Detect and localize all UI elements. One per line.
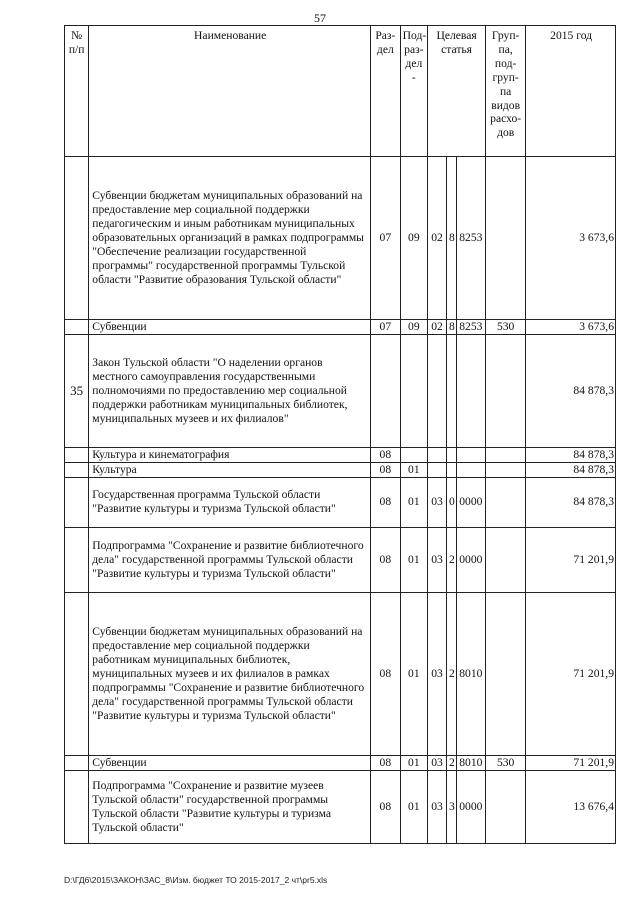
cell-group xyxy=(486,592,526,755)
cell-target-subprogram: 2 xyxy=(447,527,456,592)
cell-razdel xyxy=(371,335,401,448)
cell-name: Подпрограмма "Сохранение и развитие библиотечного дела" государственной программы Тульской области "Развитие культуры и туризма Тульской области" xyxy=(89,527,371,592)
cell-razdel: 08 xyxy=(371,592,401,755)
cell-razdel: 08 xyxy=(371,755,401,770)
header-podrazdel xyxy=(400,26,427,157)
cell-num xyxy=(65,477,89,527)
cell-sum: 3 673,6 xyxy=(526,320,616,335)
cell-name: Закон Тульской области "О наделении органов местного самоуправления государственными полномочиями по предоставлению мер социальной поддержки работникам муниципальных библиотек, муниципальных музеев и их филиалов" xyxy=(89,335,371,448)
cell-sum: 13 676,4 xyxy=(526,770,616,843)
cell-name: Культура xyxy=(89,462,371,477)
cell-razdel: 08 xyxy=(371,477,401,527)
cell-target-program: 03 xyxy=(428,477,447,527)
cell-target-subprogram: 0 xyxy=(447,477,456,527)
cell-podrazdel: 09 xyxy=(400,320,427,335)
cell-podrazdel: 01 xyxy=(400,755,427,770)
cell-target-subprogram xyxy=(447,462,456,477)
cell-target-code: 8253 xyxy=(456,320,486,335)
cell-sum: 84 878,3 xyxy=(526,448,616,463)
cell-razdel: 08 xyxy=(371,462,401,477)
page-number: 57 xyxy=(314,11,326,25)
cell-group: 530 xyxy=(486,320,526,335)
header-target: Целевая статья xyxy=(428,26,486,157)
header-podrazdel-dash: - xyxy=(411,70,416,84)
cell-name: Государственная программа Тульской области "Развитие культуры и туризма Тульской области" xyxy=(89,477,371,527)
cell-target-code: 8010 xyxy=(456,755,486,770)
cell-target-code: 0000 xyxy=(456,527,486,592)
header-year: 2015 год xyxy=(526,26,616,157)
cell-sum: 3 673,6 xyxy=(526,157,616,320)
cell-target-program: 03 xyxy=(428,527,447,592)
table-row xyxy=(65,755,616,770)
cell-num xyxy=(65,462,89,477)
cell-group xyxy=(486,527,526,592)
table-row xyxy=(65,477,616,527)
cell-sum: 71 201,9 xyxy=(526,592,616,755)
cell-sum: 71 201,9 xyxy=(526,755,616,770)
cell-sum: 71 201,9 xyxy=(526,527,616,592)
cell-name: Субвенции бюджетам муниципальных образований на предоставление мер социальной поддержки педагогическим и иным работникам муниципальных образовательных организаций в рамках подпрограммы "Обеспечение реализации государственной программы" государственной программы Тульской области "Развитие образования Тульской области" xyxy=(89,157,371,320)
cell-razdel: 08 xyxy=(371,448,401,463)
cell-num xyxy=(65,770,89,843)
cell-target-program: 03 xyxy=(428,755,447,770)
cell-group xyxy=(486,335,526,448)
cell-target-code xyxy=(456,462,486,477)
cell-target-code: 0000 xyxy=(456,477,486,527)
file-path-footer: D:\ГД6\2015\ЗАКОН\ЗАС_8\Изм. бюджет ТО 2015-2017_2 чт\pr5.xls xyxy=(64,875,328,885)
cell-podrazdel xyxy=(400,448,427,463)
table-body xyxy=(65,157,616,844)
cell-group xyxy=(486,477,526,527)
cell-num xyxy=(65,157,89,320)
cell-target-subprogram: 2 xyxy=(447,755,456,770)
cell-num: 35 xyxy=(65,335,89,448)
cell-target-program xyxy=(428,462,447,477)
cell-group xyxy=(486,157,526,320)
table-row xyxy=(65,770,616,843)
table-row xyxy=(65,448,616,463)
cell-podrazdel xyxy=(400,335,427,448)
cell-target-subprogram xyxy=(447,448,456,463)
cell-group xyxy=(486,462,526,477)
cell-target-code xyxy=(456,448,486,463)
cell-target-program: 02 xyxy=(428,157,447,320)
cell-num xyxy=(65,320,89,335)
budget-table xyxy=(64,25,616,844)
cell-target-code: 8010 xyxy=(456,592,486,755)
cell-name: Культура и кинематография xyxy=(89,448,371,463)
cell-target-subprogram: 3 xyxy=(447,770,456,843)
cell-num xyxy=(65,755,89,770)
table-row xyxy=(65,527,616,592)
cell-target-program: 03 xyxy=(428,592,447,755)
cell-num xyxy=(65,448,89,463)
cell-target-program xyxy=(428,448,447,463)
cell-target-subprogram xyxy=(447,335,456,448)
cell-podrazdel: 01 xyxy=(400,527,427,592)
table-row xyxy=(65,592,616,755)
cell-num xyxy=(65,592,89,755)
table-row xyxy=(65,462,616,477)
cell-target-program: 03 xyxy=(428,770,447,843)
header-group: Груп- па, под- груп- па видов расхо- дов xyxy=(486,26,526,157)
cell-group xyxy=(486,770,526,843)
cell-podrazdel: 01 xyxy=(400,770,427,843)
cell-target-code: 8253 xyxy=(456,157,486,320)
cell-razdel: 07 xyxy=(371,157,401,320)
cell-target-subprogram: 8 xyxy=(447,157,456,320)
cell-target-program: 02 xyxy=(428,320,447,335)
cell-sum: 84 878,3 xyxy=(526,335,616,448)
cell-target-subprogram: 8 xyxy=(447,320,456,335)
cell-podrazdel: 01 xyxy=(400,477,427,527)
cell-razdel: 08 xyxy=(371,770,401,843)
cell-group xyxy=(486,448,526,463)
cell-target-subprogram: 2 xyxy=(447,592,456,755)
cell-razdel: 07 xyxy=(371,320,401,335)
cell-num xyxy=(65,527,89,592)
cell-podrazdel: 01 xyxy=(400,592,427,755)
header-name: Наименование xyxy=(89,26,371,157)
cell-group: 530 xyxy=(486,755,526,770)
cell-name: Субвенции xyxy=(89,320,371,335)
cell-name: Субвенции xyxy=(89,755,371,770)
table-header-row xyxy=(65,26,616,157)
cell-podrazdel: 01 xyxy=(400,462,427,477)
cell-razdel: 08 xyxy=(371,527,401,592)
table-row xyxy=(65,320,616,335)
cell-target-program xyxy=(428,335,447,448)
cell-podrazdel: 09 xyxy=(400,157,427,320)
cell-target-code xyxy=(456,335,486,448)
header-razdel: Раз- дел xyxy=(371,26,401,157)
cell-name: Подпрограмма "Сохранение и развитие музеев Тульской области" государственной программы Тульской области "Развитие культуры и туризма Тульской области" xyxy=(89,770,371,843)
header-podrazdel-label: Под- раз- дел xyxy=(402,29,427,70)
header-num: № п/п xyxy=(65,26,89,157)
table-row xyxy=(65,157,616,320)
cell-sum: 84 878,3 xyxy=(526,477,616,527)
cell-sum: 84 878,3 xyxy=(526,462,616,477)
cell-target-code: 0000 xyxy=(456,770,486,843)
cell-name: Субвенции бюджетам муниципальных образований на предоставление мер социальной поддержки работникам муниципальных библиотек, муниципальных музеев и их филиалов в рамках подпрограммы "Сохранение и развитие библиотечного дела" государственной программы Тульской области "Развитие культуры и туризма Тульской области" xyxy=(89,592,371,755)
table-row xyxy=(65,335,616,448)
